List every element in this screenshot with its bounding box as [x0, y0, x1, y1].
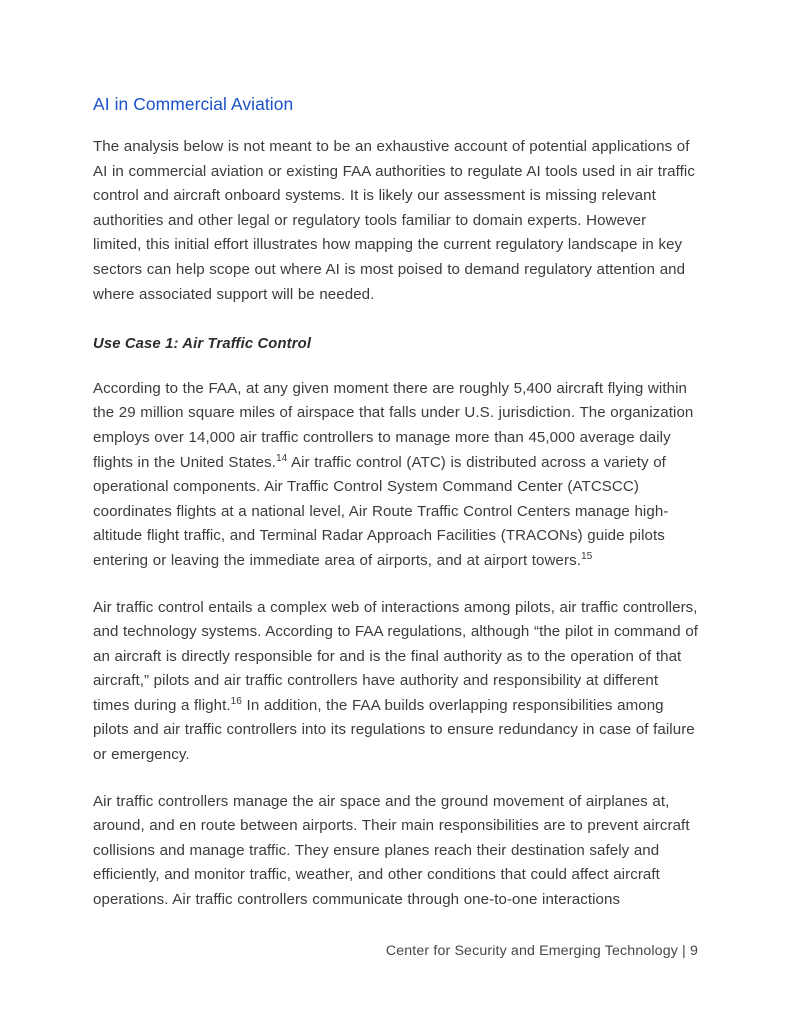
footer-text: Center for Security and Emerging Technology | 9 [385, 943, 698, 959]
use-case-subheading: Use Case 1: Air Traffic Control [93, 336, 312, 353]
footnote-marker-15[interactable]: 15 [580, 550, 593, 562]
page-footer [0, 941, 791, 961]
paragraph-interactions-text-b: In addition, the FAA builds overlapping responsibilities among pilots and air traffic controllers into its regulations to ensure redundancy in case of failure or emergency. [93, 696, 695, 764]
paragraph-interactions [93, 596, 699, 768]
paragraph-interactions-text-a: Air traffic control entails a complex web of interactions among pilots, air traffic controllers, and technology systems. According to FAA regulations, although “the pilot in command of an aircraft is directly responsible for and is the final authority as to the operation of that aircraft,” pilots and air traffic controllers have authority and responsibility at different times during a flight. [93, 598, 699, 714]
page-content [93, 92, 699, 913]
paragraph-faa-stats-text-b: Air traffic control (ATC) is distributed across a variety of operational components. Air Traffic Control System Command Center (ATCSCC) coordinates flights at a national level, Air Route Traffic Control Centers manage high-altitude flight traffic, and Terminal Radar Approach Facilities (TRACONs) guide pilots entering or leaving the immediate area of airports, and at airport towers. [93, 453, 669, 569]
paragraph-faa-stats [93, 377, 699, 574]
paragraph-intro: The analysis below is not meant to be an exhaustive account of potential applications of AI in commercial aviation or existing FAA authorities to regulate AI tools used in air traffic control and aircraft onboard systems. It is likely our assessment is missing relevant authorities and other legal or regulatory tools familiar to domain experts. However limited, this initial effort illustrates how mapping the current regulatory landscape in key sectors can help scope out where AI is most poised to demand regulatory attention and where associated support will be needed. [93, 138, 695, 303]
footnote-marker-16[interactable]: 16 [230, 695, 242, 707]
paragraph-controller-duties: Air traffic controllers manage the air space and the ground movement of airplanes at, around, and en route between airports. Their main responsibilities are to prevent aircraft collisions and manage traffic. They ensure planes reach their destination safely and efficiently, and monitor traffic, weather, and other conditions that could affect aircraft operations. Air traffic controllers communicate through one-to-one interactions [93, 792, 690, 909]
page-title: AI in Commercial Aviation [93, 94, 294, 114]
paragraph-faa-stats-text-a: According to the FAA, at any given moment there are roughly 5,400 aircraft flying within the 29 million square miles of airspace that falls under U.S. jurisdiction. The organization employs over 14,000 air traffic controllers to manage more than 45,000 average daily flights in the United States. [93, 379, 694, 471]
footnote-marker-14[interactable]: 14 [275, 452, 288, 464]
